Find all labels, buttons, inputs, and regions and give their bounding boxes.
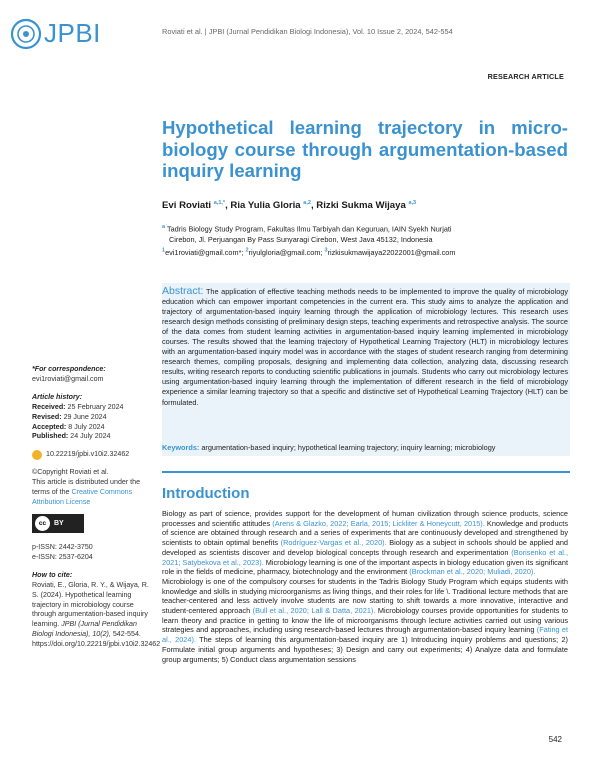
author-name: Evi Roviati <box>162 200 212 212</box>
eissn: e-ISSN: 2537-6204 <box>32 552 93 561</box>
citation-link[interactable]: (Rodríguez-Vargas et al., 2020). <box>280 538 387 548</box>
article-type-label: RESEARCH ARTICLE <box>487 72 564 81</box>
text-run: Biology as part of science, provides support for the development of human civilization through science products, science processes and scientific attitudes <box>162 509 568 528</box>
received-date: 25 February 2024 <box>67 402 124 411</box>
email-marker: 1 <box>162 247 166 254</box>
citation-link[interactable]: (Borisenko et al., 2021; Satybekova et al., 2023). <box>162 547 568 567</box>
history-label: Article history: <box>32 392 83 401</box>
cc-by-badge[interactable] <box>32 514 84 533</box>
article-sidebar <box>32 365 161 650</box>
copyright-text: ©Copyright Roviati et al. <box>32 468 109 477</box>
email-marker: 2 <box>245 247 249 254</box>
page-number: 542 <box>548 735 562 744</box>
citation-text: Roviati, E., Gloria, R. Y., & Wijaya, R. S. (2024). Hypothetical learning trajectory in microbiology course through argumentation-based inquiry learning. <box>32 580 149 629</box>
how-to-cite-label: How to cite: <box>32 570 73 579</box>
correspondence-email[interactable]: evi1roviati@gmail.com <box>32 374 104 383</box>
accepted-label: Accepted: <box>32 422 67 431</box>
text-run: Microbiology courses provide opportunities for students to learn theory and practice in getting to know the life of microorganisms through lecture activities carried out using various strategies and approaches, including using research-based lectures through argumentation-based inquiry learning <box>162 606 569 635</box>
citation-link[interactable]: (Brockman et al., 2020; Muliadi, 2020). <box>409 567 536 577</box>
published-date: 24 July 2024 <box>70 432 111 441</box>
section-divider <box>162 471 570 473</box>
author-affiliation-marker: a,1,* <box>213 200 226 206</box>
author-emails <box>162 248 455 257</box>
received-label: Received: <box>32 402 66 411</box>
by-icon: BY <box>54 519 64 527</box>
paragraph <box>162 509 568 577</box>
keywords-text: argumentation-based inquiry; hypothetical learning trajectory; inquiry learning; microbiology <box>201 443 496 452</box>
author-name: Rizki Sukma Wijaya <box>316 200 406 212</box>
citation-link[interactable]: (Arens & Glazko, 2022; Earla, 2015; Lickliter & Honeycutt, 2015). <box>272 518 485 528</box>
abstract-text: The application of effective teaching methods needs to be implemented to improve the quality of microbiology education which can empower important competencies in the current era. This study aims to analyze the application and trajectory of argumentation-based inquiry learning through the application of microbiology lectures. This research uses research design methods consisting of preliminary design steps, teaching experiments and retrospective analysis. The source of the data comes from student learning activities in argumentation-based inquiry learning implemented in microbiology courses. The results showed that the learning trajectory of Hypothetical Learning Trajectory (HLT) in microbiology lectures with an argumentation-based inquiry model was in accordance with the stages of student research ranging from determining research themes, compiling proposals, designing and implementing data collection, analyzing data, discussing research results, writing research reports to conducting scientific publications in journals. Students who carry out microbiology lectures using argumentation-based inquiry learning through the implementation of different research in the field of microbiology experience a similar learning trajectory so that a specific and distinctive set of Hypothetical Learning Trajectory (HLT) can be formulated. <box>162 287 568 407</box>
doi-link[interactable]: 10.22219/jpbi.v10i2.32462 <box>46 450 130 459</box>
affiliation-line: Tadris Biology Study Program, Fakultas Ilmu Tarbiyah dan Keguruan, IAIN Syekh Nurjati <box>166 224 452 234</box>
journal-logo-text: JPBI <box>44 18 101 48</box>
accepted-date: 8 July 2024 <box>68 422 105 431</box>
revised-label: Revised: <box>32 412 62 421</box>
author-affiliation-marker: a,3 <box>408 200 417 206</box>
abstract <box>162 286 568 408</box>
affiliation-marker: a <box>162 224 166 230</box>
affiliation <box>162 222 562 258</box>
keywords <box>162 443 568 452</box>
citation-link[interactable]: (Bull et al., 2020; Lall & Datta, 2021). <box>252 606 376 616</box>
citation-pages[interactable]: 542-554. https://doi.org/10.22219/jpbi.v10i2.32462 <box>32 630 161 649</box>
citation-link[interactable]: (Fating et al., 2024). <box>162 625 568 645</box>
license-link[interactable]: Creative Commons Attribution License <box>32 488 133 507</box>
author-name: Ria Yulia Gloria <box>230 200 301 212</box>
section-heading-introduction: Introduction <box>162 485 250 502</box>
license-text: This article is distributed under the terms of the <box>32 478 141 497</box>
text-run: The steps of learning this argumentation-based inquiry are 1) Introducing inquiry problems and questions; 2) Formulate initial group arguments and hypotheses; 3) Design and carry out experiments; 4) Analyze data and formulate group arguments; 5) Conduct class argumentation sessions <box>162 635 568 664</box>
email-link[interactable]: riyulgloria@gmail.com; <box>248 247 323 257</box>
article-title: Hypothetical learning trajectory in micro-biology course through argumentation-based inquiry learning <box>162 117 568 181</box>
author-list: Evi Roviati $^{a,1,*}$, Ria Yulia Gloria $^{a,2}$, Rizki Sukma Wijaya $^{a,3}$ <box>162 200 417 212</box>
abstract-label: Abstract: <box>162 285 204 297</box>
email-link[interactable]: evi1roviati@gmail.com*; <box>165 247 244 257</box>
author-affiliation-marker: a,2 <box>303 200 311 206</box>
email-link[interactable]: rizkisukmawijaya22022001@gmail.com <box>327 247 456 257</box>
citation-journal: JPBI (Jurnal Pendidikan Biologi Indonesia), 10(2), <box>32 620 137 639</box>
text-run: Knowledge and products of science are obtained through research and a series of experiments that are continuously developed and strengthened by scientists to obtain optimal benefits <box>162 518 568 548</box>
published-label: Published: <box>32 432 69 441</box>
keywords-label: Keywords: <box>162 443 200 452</box>
text-run: Microbiology learning is one of the important aspects in biology education given its significant role in the fields of medicine, pharmacy, biotechnology and the environment <box>162 557 568 577</box>
paragraph <box>162 577 568 664</box>
doi-icon <box>32 450 42 460</box>
revised-date: 29 June 2024 <box>63 412 107 421</box>
pissn: p-ISSN: 2442-3750 <box>32 542 93 551</box>
email-marker: 3 <box>324 247 328 254</box>
introduction-body <box>162 509 568 664</box>
text-run: Microbiology is one of the compulsory courses for students in the Tadris Biology Study Program which equips students with knowledge and skills in studying microorganisms as living things, and their roles for life \. Traditional lecture methods that are teacher-centered and less actively involve students are now starting to shift towards a more innovative, interactive and student-centered approach <box>162 576 568 616</box>
running-header: Roviati et al. | JPBI (Jurnal Pendidikan Biologi Indonesia), Vol. 10 Issue 2, 2024, 542-554 <box>162 27 453 36</box>
cc-icon: cc <box>35 516 50 531</box>
affiliation-line: Cirebon, Jl. Perjuangan By Pass Sunyaragi Cirebon, West Java 45132, Indonesia <box>169 234 433 244</box>
correspondence-label: *For correspondence: <box>32 365 106 373</box>
text-run: Biology as a subject in schools should be applied and developed as scientists discover and develop biological concepts through research and experimentation <box>162 538 568 557</box>
